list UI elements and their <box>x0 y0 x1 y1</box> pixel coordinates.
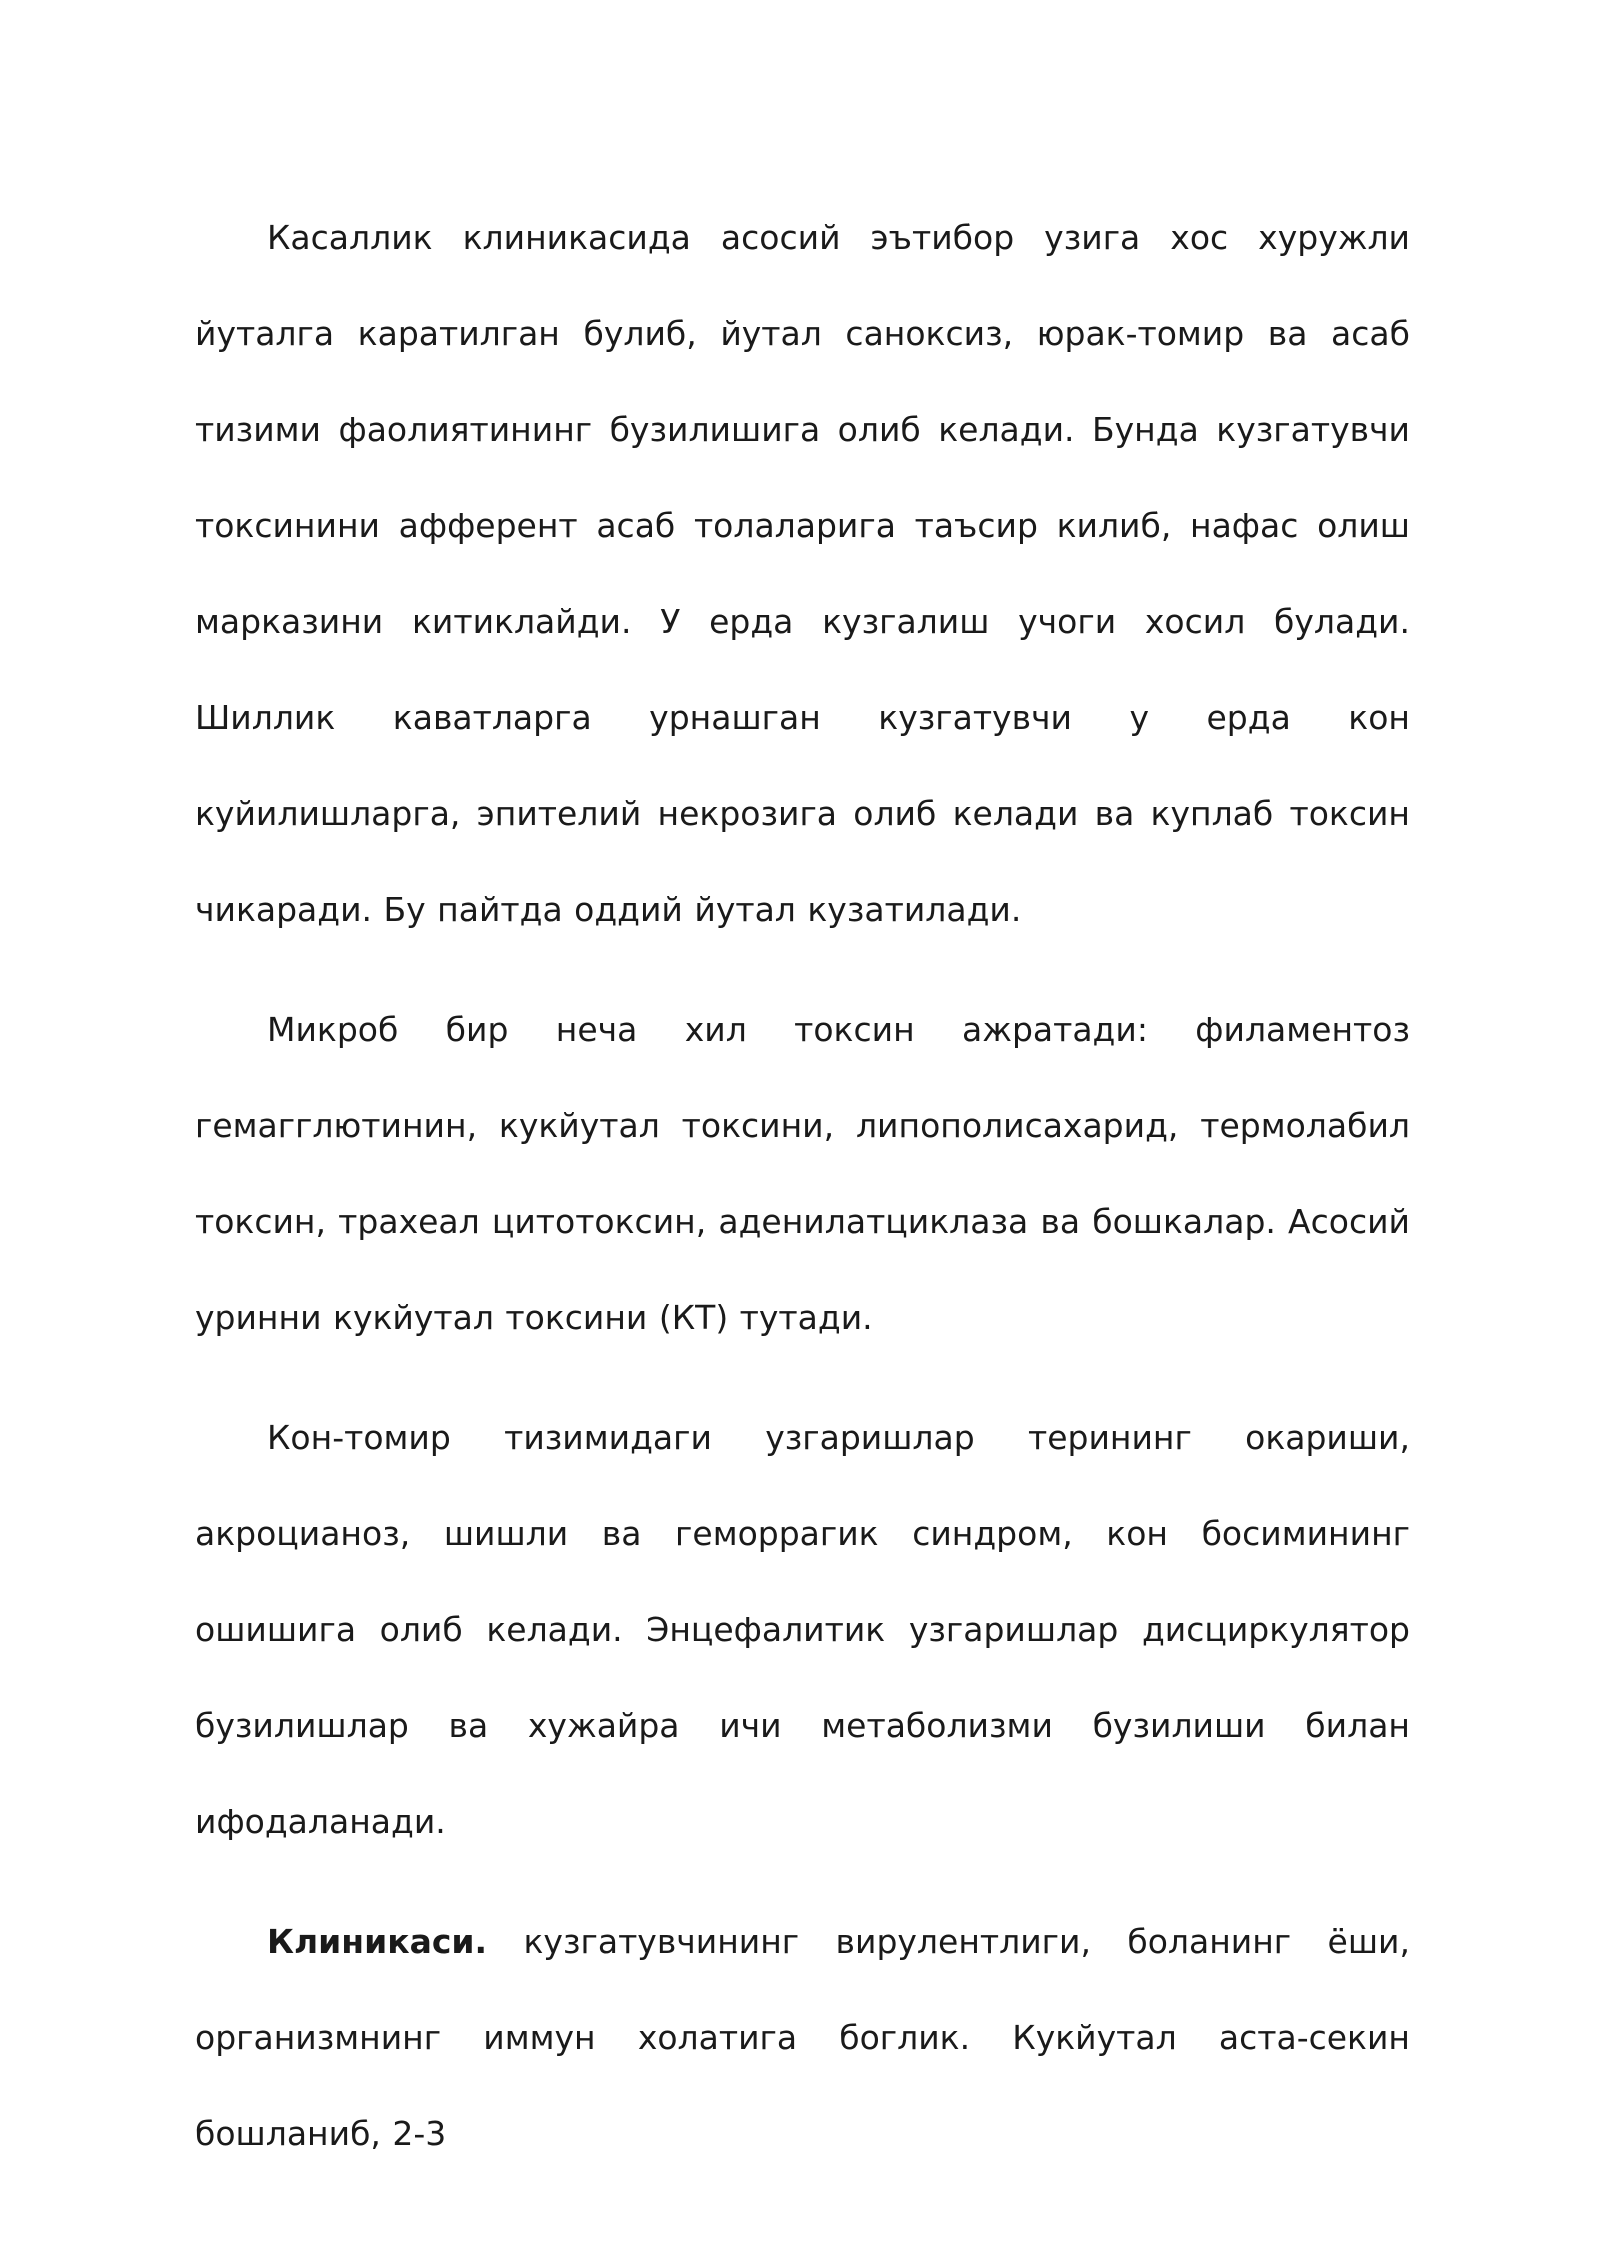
paragraph-4 <box>195 1894 1410 2182</box>
section-heading: Клиникаси. <box>267 1922 488 1961</box>
paragraph-2 <box>195 982 1410 1366</box>
paragraph-3-text: Кон-томир тизимидаги узгаришлар терининг окариши, акроцианоз, шишли ва геморрагик синдром, кон босимининг ошишига олиб келади. Энцефалитик узгаришлар дисциркулятор бузилишлар ва хужайра ичи метаболизми бузилиши билан ифодаланади. <box>195 1418 1410 1841</box>
paragraph-4-text: кузгатувчининг вирулентлиги, боланинг ёши, организмнинг иммун холатига боглик. Кукйутал аста-секин бошланиб, 2-3 <box>195 1922 1410 2153</box>
paragraph-3 <box>195 1390 1410 1870</box>
paragraph-1-text: Касаллик клиникасида асосий эътибор узига хос хуружли йуталга каратилган булиб, йутал саноксиз, юрак-томир ва асаб тизими фаолиятининг бузилишига олиб келади. Бунда кузгатувчи токсинини афферент асаб толаларига таъсир килиб, нафас олиш марказини китиклайди. У ерда кузгалиш учоги хосил булади. Шиллик каватларга урнашган кузгатувчи у ерда кон куйилишларга, эпителий некрозига олиб келади ва куплаб токсин чикаради. Бу пайтда оддий йутал кузатилади. <box>195 218 1410 929</box>
paragraph-2-text: Микроб бир неча хил токсин ажратади: филаментоз гемагглютинин, кукйутал токсини, липополисахарид, термолабил токсин, трахеал цитотоксин, аденилатциклаза ва бошкалар. Асосий уринни кукйутал токсини (КТ) тутади. <box>195 1010 1410 1337</box>
body-text <box>195 190 1410 2206</box>
paragraph-1 <box>195 190 1410 958</box>
